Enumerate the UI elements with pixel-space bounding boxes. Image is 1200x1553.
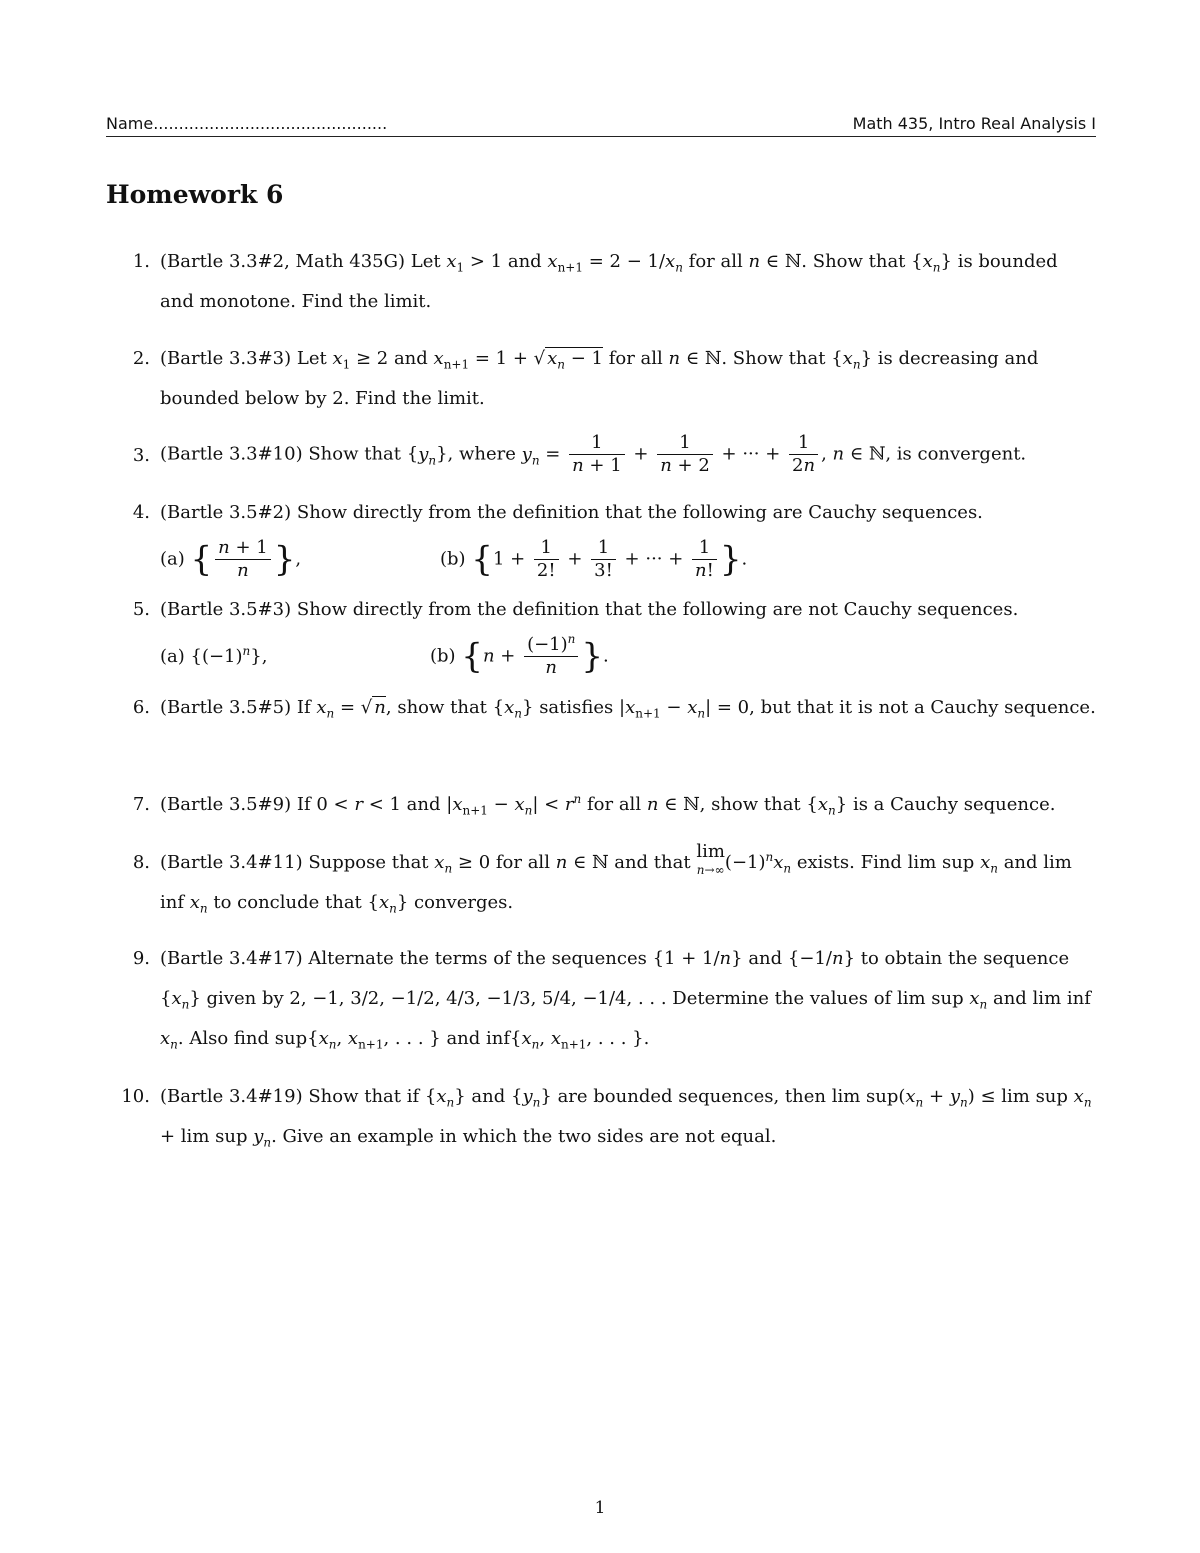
- problem-ref: (Bartle 3.5#5): [160, 697, 292, 718]
- problem-text: for all: [587, 794, 642, 815]
- problem-text: Alternate the terms of the sequences: [308, 948, 647, 969]
- problem-text: and: [446, 1028, 481, 1049]
- problem-6: 6. (Bartle 3.5#5) If $x_n$ = √ n, show that $\{x_n\}$ satisfies $|x_{n+1} - x_n| = 0$, but that it is not a Cauchy sequence.: [106, 688, 1096, 728]
- problem-number: 7.: [132, 794, 150, 815]
- problem-text: to obtain the sequence: [860, 948, 1070, 969]
- problem-text: Show directly from the definition that the following are Cauchy sequences.: [296, 502, 983, 523]
- problem-text: exists. Find: [796, 852, 902, 873]
- problem-4: 4. (Bartle 3.5#2) Show directly from the definition that the following are Cauchy sequences. (a) { $\frac{n + 1}{n}$ }, (b) {1 + $\frac{1}{2!}$ + $\frac{1}{3!}$ + ··· + $\frac{1}{n!}$ }.: [106, 493, 1096, 589]
- problem-number: 5.: [132, 599, 150, 620]
- problem-text: Determine the values of: [672, 988, 892, 1009]
- problem-ref: (Bartle 3.5#3): [160, 599, 292, 620]
- problem-text: for all: [608, 348, 663, 369]
- problem-number: 10.: [121, 1086, 150, 1107]
- problem-ref: (Bartle 3.3#10): [160, 443, 303, 465]
- problem-text: for all: [495, 852, 550, 873]
- problem-ref: (Bartle 3.4#17): [160, 948, 303, 969]
- problem-text: If: [296, 794, 311, 815]
- problem-text: and: [748, 948, 783, 969]
- problem-text: and: [393, 348, 428, 369]
- problem-ref: (Bartle 3.3#3): [160, 348, 292, 369]
- problem-text: is convergent.: [896, 443, 1027, 465]
- problem-text: and: [992, 988, 1027, 1009]
- problem-text: Give an example in which the two sides are not equal.: [282, 1126, 777, 1147]
- problem-text: Suppose that: [308, 852, 429, 873]
- page-title: Homework 6: [106, 180, 284, 209]
- problem-text: and: [471, 1086, 506, 1107]
- problem-text: show that: [711, 794, 801, 815]
- problem-number: 9.: [132, 948, 150, 969]
- problem-text: Show that: [732, 348, 826, 369]
- problem-text: to conclude that: [213, 892, 362, 913]
- name-field-label: Name..............................................: [106, 114, 388, 133]
- problem-text: Show that if: [308, 1086, 420, 1107]
- problem-text: are bounded sequences, then: [557, 1086, 826, 1107]
- problem-text: and: [1003, 852, 1038, 873]
- problem-text: and that: [614, 852, 691, 873]
- problem-text: Show that: [812, 251, 906, 272]
- problem-text: Show directly from the definition that the following are not Cauchy sequences.: [296, 599, 1019, 620]
- problem-text: show that: [397, 697, 487, 718]
- problem-ref: (Bartle 3.3#2, Math 435G): [160, 251, 406, 272]
- page-number: 1: [594, 1498, 606, 1518]
- problem-ref: (Bartle 3.5#2): [160, 502, 292, 523]
- problem-number: 4.: [132, 502, 150, 523]
- page-header: [106, 114, 1096, 137]
- problem-5: 5. (Bartle 3.5#3) Show directly from the definition that the following are not Cauchy sequences. (a) $\{(-1)^n\}$, (b) {n + $\frac{(-1)^n}{n}$ }.: [106, 590, 1096, 686]
- problem-text: where: [459, 443, 516, 465]
- problem-text: Let: [410, 251, 441, 272]
- problem-text: is a Cauchy sequence.: [852, 794, 1056, 815]
- problem-text: Let: [296, 348, 327, 369]
- problem-ref: (Bartle 3.4#11): [160, 852, 303, 873]
- problem-text: satisfies: [539, 697, 614, 718]
- problem-text: given by: [206, 988, 284, 1009]
- problem-7: 7. (Bartle 3.5#9) If 0 < r < 1 and $|x_{n+1} - x_n| < r^n$ for all n ∈ ℕ, show that $\{x_n\}$ is a Cauchy sequence.: [106, 785, 1096, 825]
- problem-text: Show that: [308, 443, 402, 465]
- problem-1: 1. (Bartle 3.3#2, Math 435G) Let $x_1 > 1$ and $x_{n+1} = 2 - 1/x_n$ for all n ∈ ℕ. Show that $\{x_n\}$ is bounded and monotone. Find the limit.: [106, 242, 1096, 322]
- problem-number: 8.: [132, 852, 150, 873]
- problem-3: 3. (Bartle 3.3#10) Show that $\{y_n\}$, where $y_n$ = $\frac{1}{n + 1}$ + $\frac{1}{n + 2}$ + ··· + $\frac{1}{2n}$ , n ∈ ℕ, is convergent.: [106, 432, 1096, 477]
- problem-text: for all: [688, 251, 743, 272]
- problem-number: 6.: [132, 697, 150, 718]
- problem-text: is decreasing and bounded below by 2. Find the limit.: [160, 348, 1039, 409]
- problem-ref: (Bartle 3.5#9): [160, 794, 292, 815]
- problem-text: converges.: [414, 892, 514, 913]
- problem-ref: (Bartle 3.4#19): [160, 1086, 303, 1107]
- problem-text: Also find: [189, 1028, 270, 1049]
- problem-9: 9. (Bartle 3.4#17) Alternate the terms of the sequences {1 + 1/n} and {−1/n} to obtain the sequence $\{x_n\}$ given by 2, −1, 3/2, −1/2, 4/3, −1/3, 5/4, −1/4, . . . Determine the values of lim sup $x_n$ and lim inf $x_n$. Also find $sup\{x_n$, $x_{n+1}$, . . . } and $inf\{x_n$, $x_{n+1}$, . . . }.: [106, 939, 1096, 1059]
- course-title: Math 435, Intro Real Analysis I: [852, 114, 1096, 133]
- problem-text: and: [406, 794, 441, 815]
- problem-number: 2.: [132, 348, 150, 369]
- problem-number: 3.: [132, 445, 150, 466]
- problem-text: If: [296, 697, 311, 718]
- problem-8: 8. (Bartle 3.4#11) Suppose that $x_n \ge 0$ for all n ∈ ℕ and that lim n→∞ $(-1)^nx_n$ exists. Find lim sup $x_n$ and lim inf $x_n$ to conclude that $\{x_n\}$ converges.: [106, 843, 1096, 923]
- problem-text: is bounded and monotone. Find the limit.: [160, 251, 1058, 312]
- problem-number: 1.: [132, 251, 150, 272]
- problem-10: 10. (Bartle 3.4#19) Show that if $\{x_n\}$ and $\{y_n\}$ are bounded sequences, then $\lim sup(x_n + y_n) \le \lim$ sup $x_n + \lim$ sup $y_n$. Give an example in which the two sides are not equal.: [106, 1077, 1096, 1157]
- problem-text: but that it is not a Cauchy sequence.: [760, 697, 1096, 718]
- problem-2: 2. (Bartle 3.3#3) Let $x_1 \ge 2$ and $x_{n+1} = 1$ + √ $x_n - 1$ for all n ∈ ℕ. Show that $\{x_n\}$ is decreasing and bounded below by 2. Find the limit.: [106, 339, 1096, 419]
